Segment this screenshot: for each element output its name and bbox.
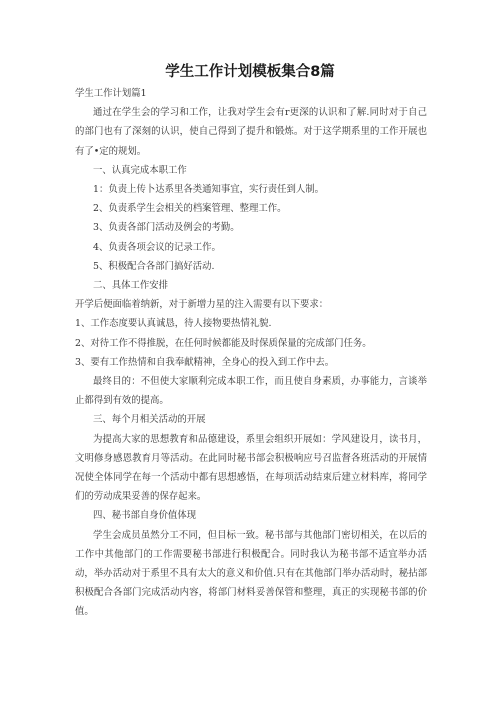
list-item: 4、负责各项会议的记录工作。 <box>93 241 221 253</box>
document-title: 学生工作计划模板集合8篇 <box>165 64 335 80</box>
list-item: 1、工作态度要认真诚恳，待人接物要热情礼貌. <box>75 318 272 330</box>
body-paragraph: 学生会成员虽然分工不同，但目标一致。秘书部与其他部门密切相关，在以后的工作中其他部门的工作需要秘书部进行积极配合。同时我认为秘书部不适宜举办活动，举办活动对于系里不具有太大的意义和价值.只有在其他部门举办活动时，秘拈部积极配合各部门完成活动内容，将部门材料妥善保管和整理，真正的实现秘书部的价值。 <box>75 529 427 618</box>
list-item: 2、对待工作不得推脱，在任何时候都能及时保质保量的完成部门任务。 <box>75 337 372 349</box>
section-heading-1: 一、认真完成本职工作 <box>93 164 187 176</box>
body-paragraph: 为提高大家的思想教育和品德建设，系里会组织开展如：学风建设月，读书月，文明修身感恩教育月等活动。在此同时秘书部会积极响应号召监督各班活动的开展情况使全体同学在每一个活动中都有思想感悟，在每项活动结束后建立材料库，将同学们的劳动成果妥善的保存起来。 <box>75 433 427 503</box>
intro-paragraph: 通过在学生会的学习和工作，让我对学生会有r更深的认识和了解.同时对于自己的部门也有了深刻的认识，使自己得到了提升和锻炼。对于这学期系里的工作开展也有了•定的规划。 <box>75 107 427 157</box>
list-item: 1：负责上传卜达系里各类通知事宜，实行责任到人制。 <box>93 184 324 196</box>
list-item: 3、要有工作热情和自我奉献精神，全身心的投入到工作中去。 <box>75 356 335 368</box>
list-item: 3、负责各部门活动及例会的考勤。 <box>93 222 240 234</box>
document-body <box>75 84 427 622</box>
section-heading-3: 三、每个月相关活动的开展 <box>93 414 206 426</box>
section-heading-2: 二、具体工作安排 <box>93 280 169 292</box>
section-subtitle: 学生工作计划篇1 <box>75 88 147 99</box>
body-paragraph: 最终目的：不但使大家顺利完成本职工作，而且使自身素质，办事能力，言谈举止都得到有效的提高。 <box>75 376 427 407</box>
body-paragraph: 开学后便面临着纳新，对于新增力星的注入需要有以下要求： <box>75 299 329 311</box>
section-heading-4: 四、秘书部自身价值体现 <box>93 510 197 522</box>
list-item: 2、负责系学生会相关的档案管理、整理工作。 <box>93 203 287 215</box>
list-item: 5、积极配合各部门搞好活动. <box>93 260 215 272</box>
